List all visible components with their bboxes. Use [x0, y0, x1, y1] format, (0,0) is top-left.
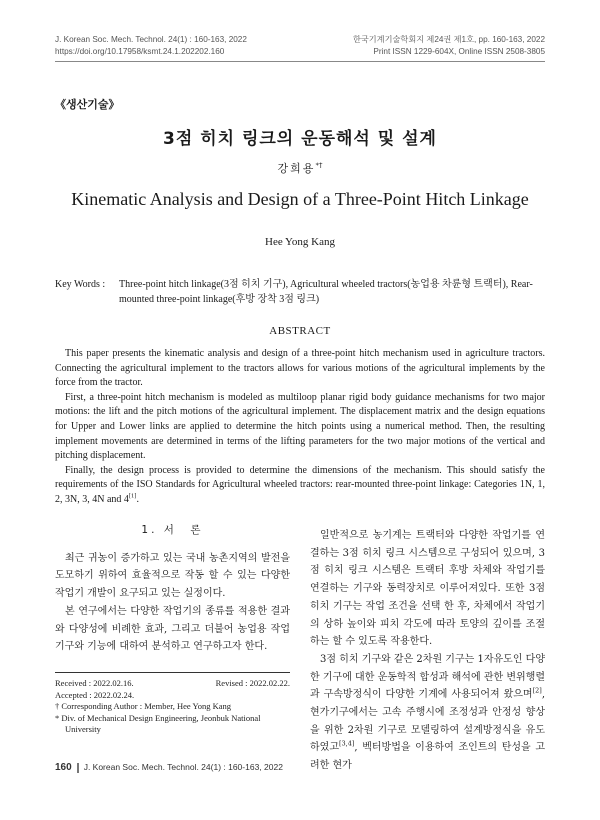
accepted-date: Accepted : 2022.02.24. [55, 689, 135, 700]
body-paragraph: 일반적으로 농기계는 트랙터와 다양한 작업기를 연결하는 3점 히치 링크 시스템으로 구성되어 있으며, 3점 히치 링크 시스템은 트랙터 후방 차체와 작업기를 연결하는 기구와 동력장치로 이루어져있다. 또한 3점 히치 기구는 작업 조건을 선택 한 후, 차체에서 작업기의 상하 높이와 피치 각도에 따라 토양의 깊이를 조절하는 할 수 있도록 작용한다. [310, 530, 545, 648]
header-divider [55, 61, 545, 62]
doi-link[interactable]: https://doi.org/10.17958/ksmt.24.1.202202.160 [55, 46, 225, 56]
keywords-text: Three-point hitch linkage(3점 히치 기구), Agricultural wheeled tractors(농업용 차륜형 트랙터), Rear-mounted three-point linkage(후방 장착 3점 링크) [119, 279, 533, 305]
body-paragraph [310, 651, 545, 775]
abstract-heading: ABSTRACT [269, 325, 331, 337]
footnote-divider [55, 672, 290, 673]
abstract-paragraph: First, a three-point hitch mechanism is modeled as multiloop planar rigid body guidance mechanisms for two major motions: the lift and the pitch motions of the agricultural implement. The displacement matrix and the design equations for Upper and Lower links are applied to determine the hitch points using a numerical method. Then, the resulting implement movements are determined in terms of the lifting parameters for the two major motions of the vertical and pitching displacement. [55, 391, 545, 462]
category-label: 《생산기술》 [55, 98, 120, 111]
author-english: Hee Yong Kang [265, 236, 335, 248]
footer-separator [77, 763, 79, 773]
corresponding-author: † Corresponding Author : Member, Hee Yong Kang [55, 701, 232, 712]
page-number: 160 [55, 762, 72, 773]
affiliation-cont: University [65, 724, 101, 735]
body-text: 3점 히치 기구와 같은 2차원 기구는 1자유도인 다양한 기구에 대한 운동학적 합성과 해석에 관한 변위행렬과 구속방정식이 다양한 기계에 사용되어져 왔으며 [310, 653, 545, 701]
right-column [310, 527, 545, 775]
running-header [55, 34, 545, 57]
article-notes [55, 678, 290, 736]
issn-info: Print ISSN 1229-604X, Online ISSN 2508-3805 [373, 46, 545, 56]
abstract-body [55, 347, 545, 508]
received-date: Received : 2022.02.16. [55, 678, 134, 688]
author-korean-name: 강희용 [277, 162, 316, 175]
section-heading-introduction: 1. 서 론 [141, 524, 204, 536]
author-korean-mark: *† [315, 161, 323, 170]
title-korean: 3점 히치 링크의 운동해석 및 설계 [163, 129, 437, 149]
abstract-text: Finally, the design process is provided to determine the dimensions of the mechanism. This should satisfy the requirements of the ISO Standards for Agricultural wheeled tractors: rear-mounted three-point linkage: Categories 1N, 1, 2, 3N, 3, 4N and 4 [55, 464, 545, 505]
keywords-label: Key Words : [55, 279, 106, 290]
citation-ref[interactable]: [3,4] [338, 740, 355, 749]
footer-citation: J. Korean Soc. Mech. Technol. 24(1) : 160-163, 2022 [83, 762, 283, 772]
body-text: , 현가기구에서는 고속 주행시에 조정성과 안정성 향상을 위한 2차원 기구로 모델링하여 설계방정식을 유도하였고 [310, 689, 545, 754]
author-korean [0, 160, 600, 176]
affiliation: * Div. of Mechanical Design Engineering, Jeonbuk National [55, 712, 261, 723]
body-text: , 벡터방법을 이용하여 조인트의 탄성을 고려한 현가 [310, 742, 545, 772]
abstract-paragraph: This paper presents the kinematic analysis and design of a three-point hitch mechanism used in agriculture tractors. Connecting the agricultural implement to the tractors allows for various motions of the agricultural implements by the force from the tractor. [55, 348, 545, 389]
title-english: Kinematic Analysis and Design of a Three-Point Hitch Linkage [71, 189, 529, 209]
keywords [55, 277, 545, 307]
citation-ref[interactable]: [1] [128, 492, 137, 500]
body-paragraph: 최근 귀농이 증가하고 있는 국내 농촌지역의 발전을 도모하기 위하여 효율적으로 작동 할 수 있는 다양한 작업기 개발이 요구되고 있는 실정이다. [55, 552, 290, 600]
journal-citation: J. Korean Soc. Mech. Technol. 24(1) : 160-163, 2022 [55, 35, 247, 44]
citation-ref[interactable]: [2] [532, 687, 542, 695]
left-column [55, 522, 290, 656]
abstract-paragraph [55, 464, 545, 508]
revised-date: Revised : 2022.02.22. [215, 678, 290, 688]
page-footer [55, 762, 283, 773]
journal-citation-korean: 한국기계기술학회지 제24권 제1호, pp. 160-163, 2022 [352, 35, 545, 44]
body-paragraph: 본 연구에서는 다양한 작업기의 종류를 적용한 결과와 다양성에 비례한 효과, 그리고 더불어 농업용 작업기구와 기능에 대하여 분석하고 연구하고자 한다. [55, 605, 290, 653]
abstract-text-end: . [136, 493, 139, 505]
